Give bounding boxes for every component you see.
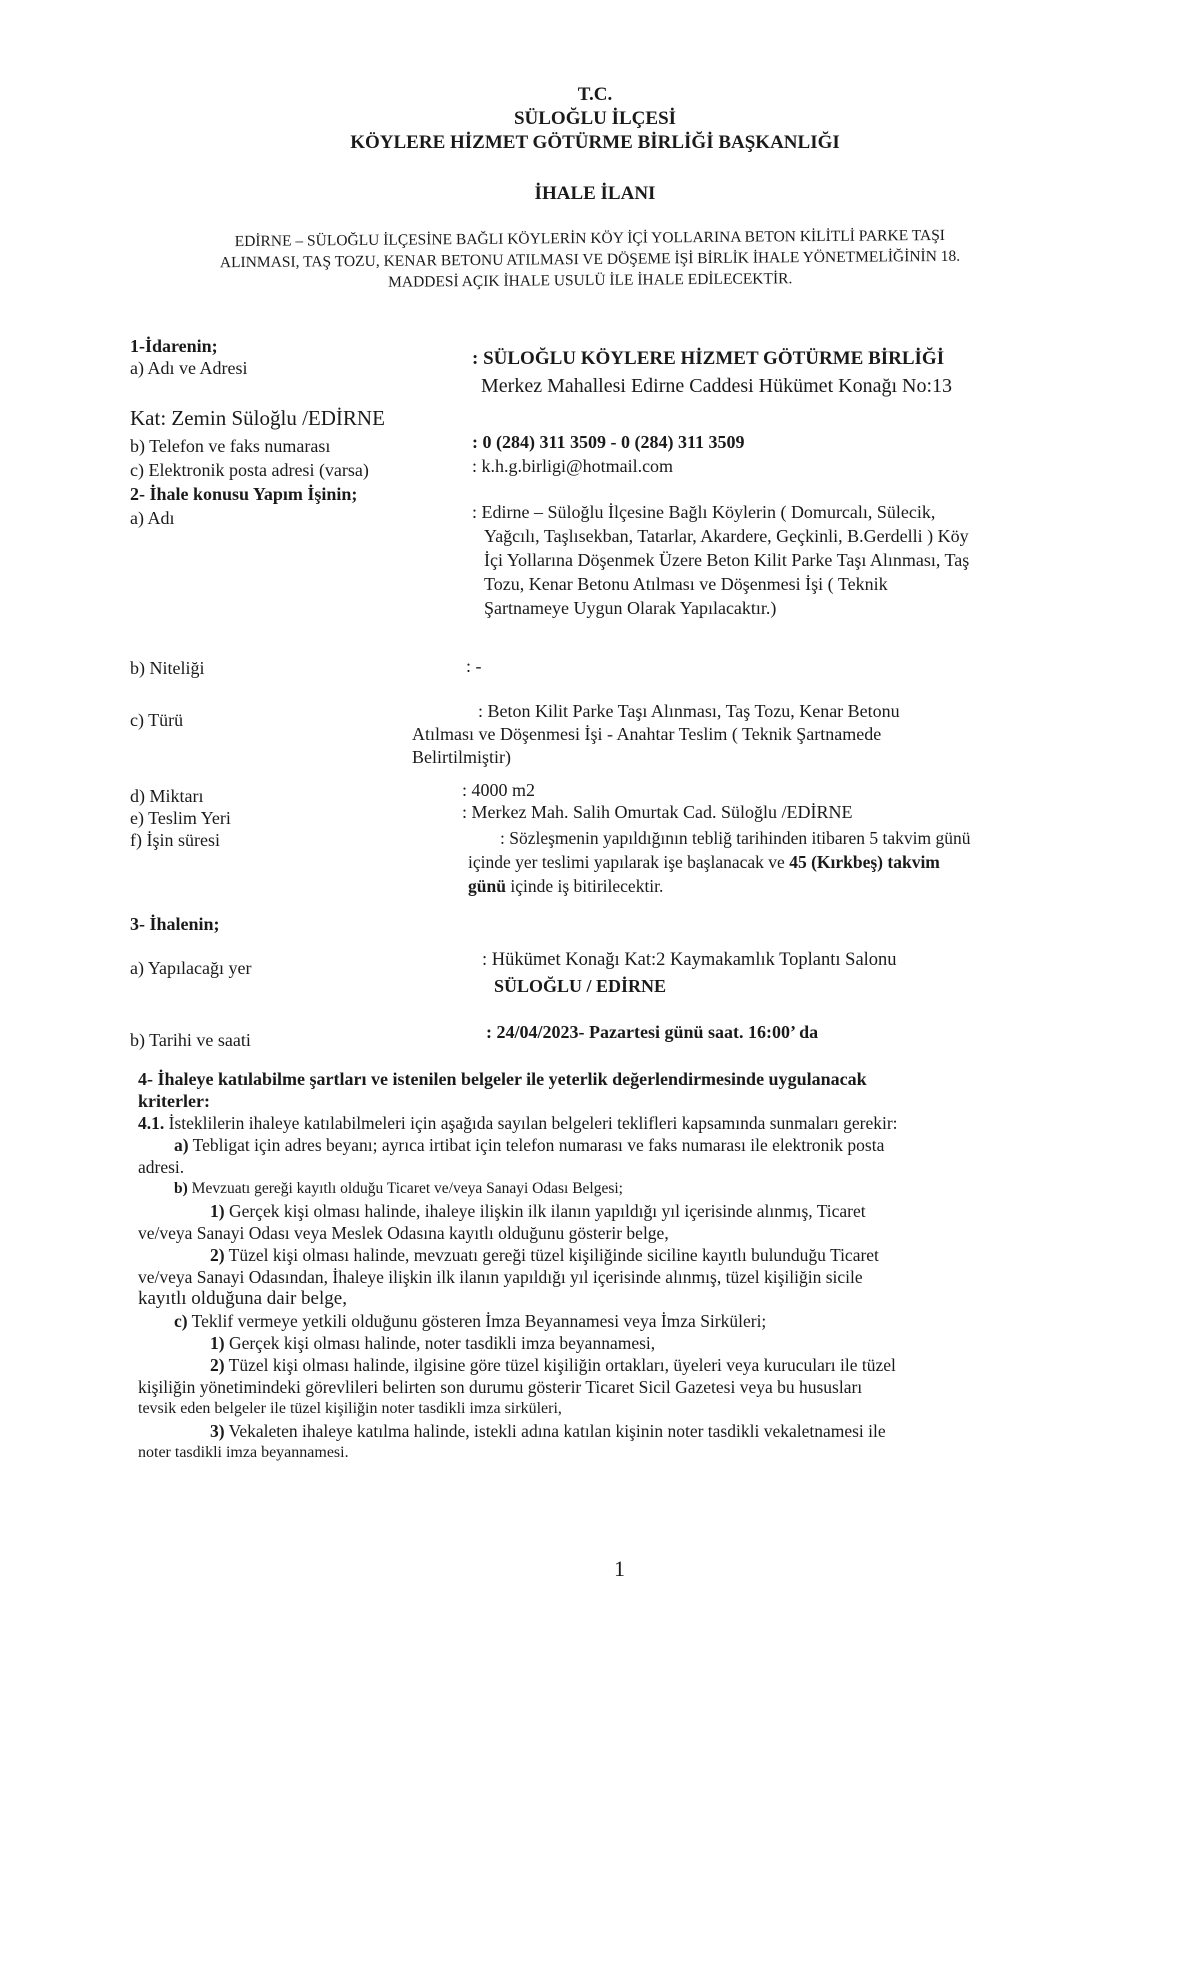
admin-address-line1: Merkez Mahallesi Edirne Caddesi Hükümet Konağı No:13: [481, 375, 952, 397]
duration-line: : Sözleşmenin yapıldığının tebliğ tarihinden itibaren 5 takvim günü: [500, 828, 971, 848]
item-b1-cont: ve/veya Sanayi Odası veya Meslek Odasına kayıtlı olduğunu gösterir belge,: [138, 1223, 669, 1243]
item-4-1: [138, 1112, 1088, 1134]
admin-name-label: a) Adı ve Adresi: [130, 358, 248, 378]
work-name-value: [472, 500, 1072, 620]
item-b2-cont: kayıtlı olduğuna dair belge,: [138, 1288, 347, 1309]
work-name-line: Tozu, Kenar Betonu Atılması ve Döşenmesi İşi ( Teknik: [484, 574, 888, 594]
type-line: : Beton Kilit Parke Taşı Alınması, Taş Tozu, Kenar Betonu: [478, 701, 900, 721]
item-a-cont: adresi.: [138, 1157, 185, 1177]
item-c3: [138, 1420, 1088, 1442]
intro-line: ALINMASI, TAŞ TOZU, KENAR BETONU ATILMASI VE DÖŞEME İŞİ BİRLİK İHALE YÖNETMELİĞİNİN 18.: [219, 247, 961, 272]
item-c2: [138, 1354, 1088, 1376]
item-a: [138, 1134, 1088, 1156]
item-b2-num: 2): [210, 1245, 225, 1265]
item-c1: [138, 1332, 1088, 1354]
admin-address-line2: Kat: Zemin Süloğlu /EDİRNE: [130, 406, 385, 430]
email-value: : k.h.g.birligi@hotmail.com: [472, 456, 674, 476]
item-4-1-text: İsteklilerin ihaleye katılabilmeleri için aşağıda sayılan belgeleri teklifleri kapsamında sunmaları gerekir:: [164, 1113, 898, 1133]
type-value: [412, 700, 1052, 769]
item-a-label: a): [174, 1135, 189, 1155]
intro-line: MADDESİ AÇIK İHALE USULÜ İLE İHALE EDİLECEKTİR.: [387, 270, 793, 291]
item-c2-cont: kişiliğin yönetimindeki görevlileri belirten son durumu gösterir Ticaret Sicil Gazetesi veya bu hususları: [138, 1377, 863, 1397]
item-b2-text: Tüzel kişi olması halinde, mevzuatı gereği tüzel kişiliğinde siciline kayıtlı bulunduğu Ticaret: [224, 1245, 879, 1265]
work-name-line: Şartnameye Uygun Olarak Yapılacaktır.): [484, 598, 777, 618]
phone-label: b) Telefon ve faks numarası: [130, 436, 331, 456]
quantity-label: d) Miktarı: [130, 786, 204, 806]
type-line: Belirtilmiştir): [412, 747, 511, 767]
duration-value: [468, 826, 1108, 898]
header-tc: T.C.: [577, 84, 613, 105]
duration-text: içinde yer teslimi yapılarak işe başlanacak ve: [468, 852, 790, 872]
item-c3-text: Vekaleten ihaleye katılma halinde, istekli adına katılan kişinin noter tasdikli vekaletnamesi ile: [224, 1421, 886, 1441]
place-line2: SÜLOĞLU / EDİRNE: [494, 976, 667, 996]
section4: [138, 1068, 1088, 1464]
admin-name-value: : SÜLOĞLU KÖYLERE HİZMET GÖTÜRME BİRLİĞİ: [472, 348, 945, 369]
item-b: [138, 1178, 1088, 1200]
date-value: : 24/04/2023- Pazartesi günü saat. 16:00’ da: [486, 1022, 819, 1042]
item-c: [138, 1310, 1088, 1332]
nature-value: : -: [466, 656, 482, 676]
work-name-line: İçi Yollarına Döşenmek Üzere Beton Kilit Parke Taşı Alınması, Taş: [484, 550, 970, 570]
intro-paragraph: [110, 224, 1071, 295]
item-c-text: Teklif vermeye yetkili olduğunu gösteren İmza Beyannamesi veya İmza Sirküleri;: [187, 1311, 767, 1331]
duration-days-unit: günü: [468, 876, 506, 896]
section4-heading-cont: kriterler:: [138, 1091, 210, 1111]
email-label: c) Elektronik posta adresi (varsa): [130, 460, 369, 480]
item-4-1-num: 4.1.: [138, 1113, 165, 1133]
quantity-value: : 4000 m2: [462, 780, 536, 800]
work-name-line: Yağcılı, Taşlısekban, Tatarlar, Akardere, Geçkinli, B.Gerdelli ) Köy: [484, 526, 969, 546]
delivery-label: e) Teslim Yeri: [130, 808, 231, 828]
item-c2-num: 2): [210, 1355, 225, 1375]
delivery-value: : Merkez Mah. Salih Omurtak Cad. Süloğlu /EDİRNE: [462, 802, 853, 822]
item-c3-num: 3): [210, 1421, 225, 1441]
item-c2-cont: tevsik eden belgeler ile tüzel kişiliğin noter tasdikli imza sirküleri,: [138, 1400, 562, 1417]
page-number: 1: [614, 1556, 625, 1581]
item-b2-cont: ve/veya Sanayi Odasından, İhaleye ilişkin ilk ilanın yapıldığı yıl içerisinde alınmış, tüzel kişiliğin sicile: [138, 1267, 863, 1287]
duration-label: f) İşin süresi: [130, 830, 220, 850]
item-b-text: Mevzuatı gereği kayıtlı olduğu Ticaret ve/veya Sanayi Odası Belgesi;: [187, 1180, 623, 1197]
date-label: b) Tarihi ve saati: [130, 1030, 251, 1050]
work-name-line: : Edirne – Süloğlu İlçesine Bağlı Köylerin ( Domurcalı, Sülecik,: [472, 502, 936, 522]
place-line1: : Hükümet Konağı Kat:2 Kaymakamlık Toplantı Salonu: [482, 950, 897, 970]
place-label: a) Yapılacağı yer: [130, 958, 252, 978]
item-c3-cont: noter tasdikli imza beyannamesi.: [138, 1444, 349, 1461]
item-c-label: c): [174, 1311, 188, 1331]
notice-title: İHALE İLANI: [534, 183, 656, 204]
type-line: Atılması ve Döşenmesi İşi - Anahtar Teslim ( Teknik Şartnamede: [412, 724, 882, 744]
item-b1: [138, 1200, 1088, 1222]
item-c1-num: 1): [210, 1333, 225, 1353]
item-b-label: b): [174, 1180, 188, 1197]
item-c2-text: Tüzel kişi olması halinde, ilgisine göre tüzel kişiliğin ortakları, üyeleri veya kurucuları ile tüzel: [224, 1355, 896, 1375]
item-a-text: Tebligat için adres beyanı; ayrıca irtibat için telefon numarası ve faks numarası ile elektronik posta: [188, 1135, 885, 1155]
intro-line: EDİRNE – SÜLOĞLU İLÇESİNE BAĞLI KÖYLERİN KÖY İÇİ YOLLARINA BETON KİLİTLİ PARKE TAŞI: [234, 226, 946, 251]
nature-label: b) Niteliği: [130, 658, 205, 678]
header-district: SÜLOĞLU İLÇESİ: [513, 108, 677, 129]
duration-days: 45 (Kırkbeş) takvim: [789, 852, 940, 872]
header-union: KÖYLERE HİZMET GÖTÜRME BİRLİĞİ BAŞKANLIĞI: [350, 132, 840, 153]
section3-heading: 3- İhalenin;: [130, 914, 220, 934]
section4-heading: 4- İhaleye katılabilme şartları ve istenilen belgeler ile yeterlik değerlendirmesinde uygulanacak: [138, 1069, 867, 1089]
section2-heading: 2- İhale konusu Yapım İşinin;: [130, 484, 358, 504]
item-c1-text: Gerçek kişi olması halinde, noter tasdikli imza beyannamesi,: [224, 1333, 656, 1353]
duration-line: [468, 874, 1108, 898]
type-label: c) Türü: [130, 710, 184, 730]
phone-value: : 0 (284) 311 3509 - 0 (284) 311 3509: [472, 432, 745, 452]
duration-text: içinde iş bitirilecektir.: [505, 876, 664, 896]
duration-line: [468, 850, 1108, 874]
item-b2: [138, 1244, 1088, 1266]
section1-heading: 1-İdarenin;: [130, 336, 218, 356]
item-b1-text: Gerçek kişi olması halinde, ihaleye ilişkin ilk ilanın yapıldığı yıl içerisinde alınmış, Ticaret: [224, 1201, 866, 1221]
work-name-label: a) Adı: [130, 508, 175, 528]
item-b1-num: 1): [210, 1201, 225, 1221]
